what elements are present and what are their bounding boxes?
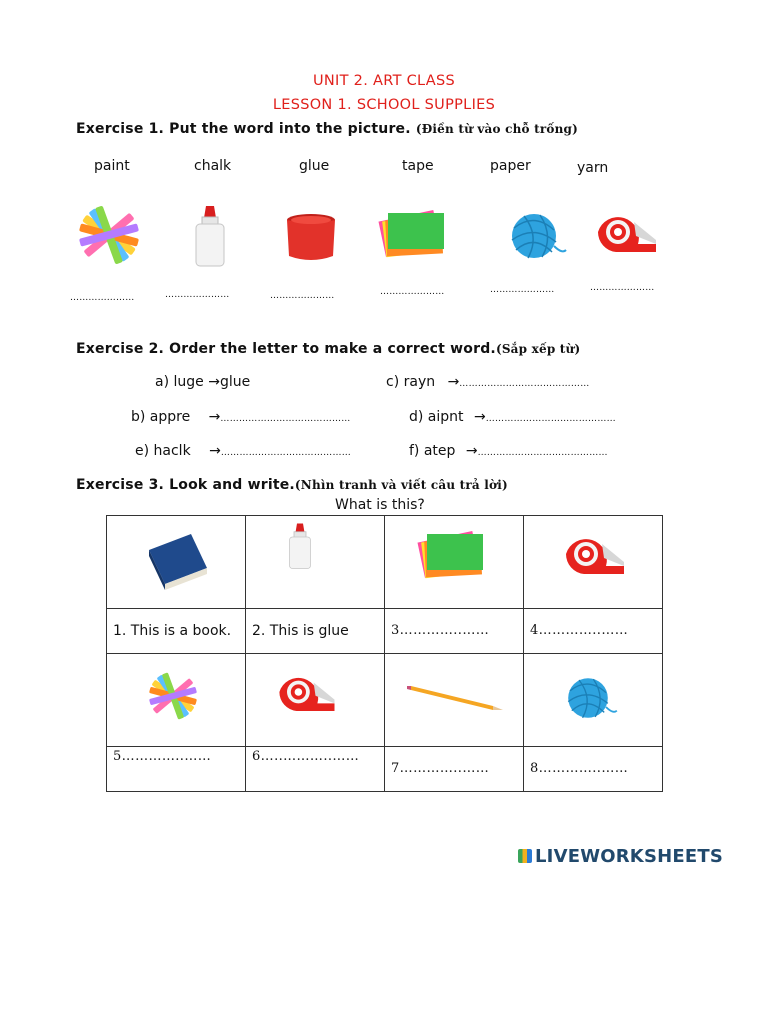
- arrow-icon: →: [447, 374, 460, 390]
- blank-6[interactable]: …………………: [590, 283, 655, 293]
- exercise-2-heading: [76, 341, 580, 357]
- picture-cell: [385, 654, 524, 747]
- blank-3[interactable]: …………………: [270, 291, 335, 301]
- yarn-icon: [500, 208, 572, 264]
- question-a-label: a) luge: [155, 374, 204, 390]
- exercise-1-heading-text: Exercise 1. Put the word into the picture.: [76, 121, 411, 137]
- tape-icon: [590, 204, 666, 264]
- arrow-icon: →: [209, 443, 221, 459]
- tape-icon: [524, 516, 662, 604]
- answer-cell: [524, 609, 663, 654]
- picture-cell: [246, 516, 385, 609]
- answer-2: 2. This is glue: [252, 623, 349, 639]
- arrow-icon: →: [208, 374, 220, 390]
- answer-5[interactable]: 5…………..……: [113, 749, 212, 764]
- answer-4[interactable]: 4…………..……: [530, 623, 629, 638]
- picture-cell: [107, 654, 246, 747]
- answer-6[interactable]: 6…..………..……: [252, 749, 360, 764]
- paper-icon: [374, 203, 450, 267]
- question-b-label: b) appre: [131, 409, 191, 425]
- arrow-icon: →: [465, 443, 478, 459]
- liveworksheets-logo[interactable]: [518, 846, 723, 867]
- answer-cell: [246, 747, 385, 792]
- liveworksheets-logo-text: LIVEWORKSHEETS: [535, 846, 724, 867]
- answer-f[interactable]: ……………………………………: [477, 448, 608, 458]
- answer-3[interactable]: 3…………..……: [391, 623, 490, 638]
- glue-icon: [180, 200, 240, 272]
- tape-icon: [246, 654, 384, 742]
- word-yarn: yarn: [577, 160, 609, 176]
- lesson-title: LESSON 1. SCHOOL SUPPLIES: [272, 97, 496, 113]
- exercise-2-heading-note: (Sắp xếp từ): [495, 342, 581, 356]
- chalk-icon: [107, 654, 245, 742]
- question-f: [409, 443, 608, 459]
- arrow-icon: →: [473, 409, 486, 425]
- word-tape: tape: [402, 158, 434, 174]
- answer-d[interactable]: ……………………………………: [485, 414, 616, 424]
- question-c: [386, 374, 590, 390]
- paper-icon: [385, 516, 523, 604]
- picture-cell: [524, 654, 663, 747]
- answer-8[interactable]: 8…………..……: [530, 761, 629, 776]
- question-e: [135, 443, 351, 459]
- picture-cell: [246, 654, 385, 747]
- chalk-icon: [72, 200, 146, 270]
- blank-1[interactable]: …………………: [70, 293, 135, 303]
- liveworksheets-logo-icon: [518, 849, 532, 863]
- picture-cell: [385, 516, 524, 609]
- question-prompt: What is this?: [335, 497, 425, 513]
- exercise-1-heading: [76, 121, 578, 137]
- picture-cell: [107, 516, 246, 609]
- picture-cell: [524, 516, 663, 609]
- exercise-3-heading: [76, 477, 508, 493]
- question-d-label: d) aipnt: [409, 409, 464, 425]
- question-f-label: f) atep: [409, 443, 456, 459]
- yarn-icon: [524, 654, 662, 742]
- pencil-icon: [385, 654, 523, 742]
- answer-cell: [107, 609, 246, 654]
- word-paper: paper: [490, 158, 531, 174]
- blank-4[interactable]: …………………: [380, 287, 445, 297]
- answer-b[interactable]: ……………………………………: [220, 414, 351, 424]
- look-and-write-table: [106, 515, 663, 792]
- arrow-icon: →: [208, 409, 221, 425]
- exercise-1-heading-note: (Điền từ vào chỗ trống): [415, 122, 578, 136]
- paint-icon: [278, 203, 344, 269]
- answer-cell: [246, 609, 385, 654]
- question-c-label: c) rayn: [386, 374, 436, 390]
- answer-cell: [385, 747, 524, 792]
- question-a: [155, 374, 250, 390]
- word-glue: glue: [299, 158, 330, 174]
- answer-cell: [524, 747, 663, 792]
- book-icon: [107, 516, 245, 604]
- word-paint: paint: [94, 158, 130, 174]
- answer-1: 1. This is a book.: [113, 623, 232, 639]
- glue-icon: [246, 516, 384, 604]
- word-chalk: chalk: [194, 158, 232, 174]
- exercise-3-heading-note: (Nhìn tranh và viết câu trả lời): [294, 478, 508, 492]
- answer-e[interactable]: ……………………………………: [220, 448, 352, 458]
- answer-cell: [107, 747, 246, 792]
- answer-7[interactable]: 7…………..……: [391, 761, 490, 776]
- answer-a[interactable]: glue: [219, 374, 251, 390]
- exercise-3-heading-text: Exercise 3. Look and write.: [76, 477, 295, 493]
- question-d: [409, 409, 616, 425]
- blank-2[interactable]: …………………: [165, 290, 230, 300]
- blank-5[interactable]: …………………: [490, 285, 555, 295]
- unit-title: UNIT 2. ART CLASS: [312, 73, 455, 89]
- question-e-label: e) haclk: [135, 443, 191, 459]
- question-b: [131, 409, 351, 425]
- answer-c[interactable]: ……………………………………: [459, 379, 590, 389]
- exercise-2-heading-text: Exercise 2. Order the letter to make a correct word.: [76, 341, 496, 357]
- answer-cell: [385, 609, 524, 654]
